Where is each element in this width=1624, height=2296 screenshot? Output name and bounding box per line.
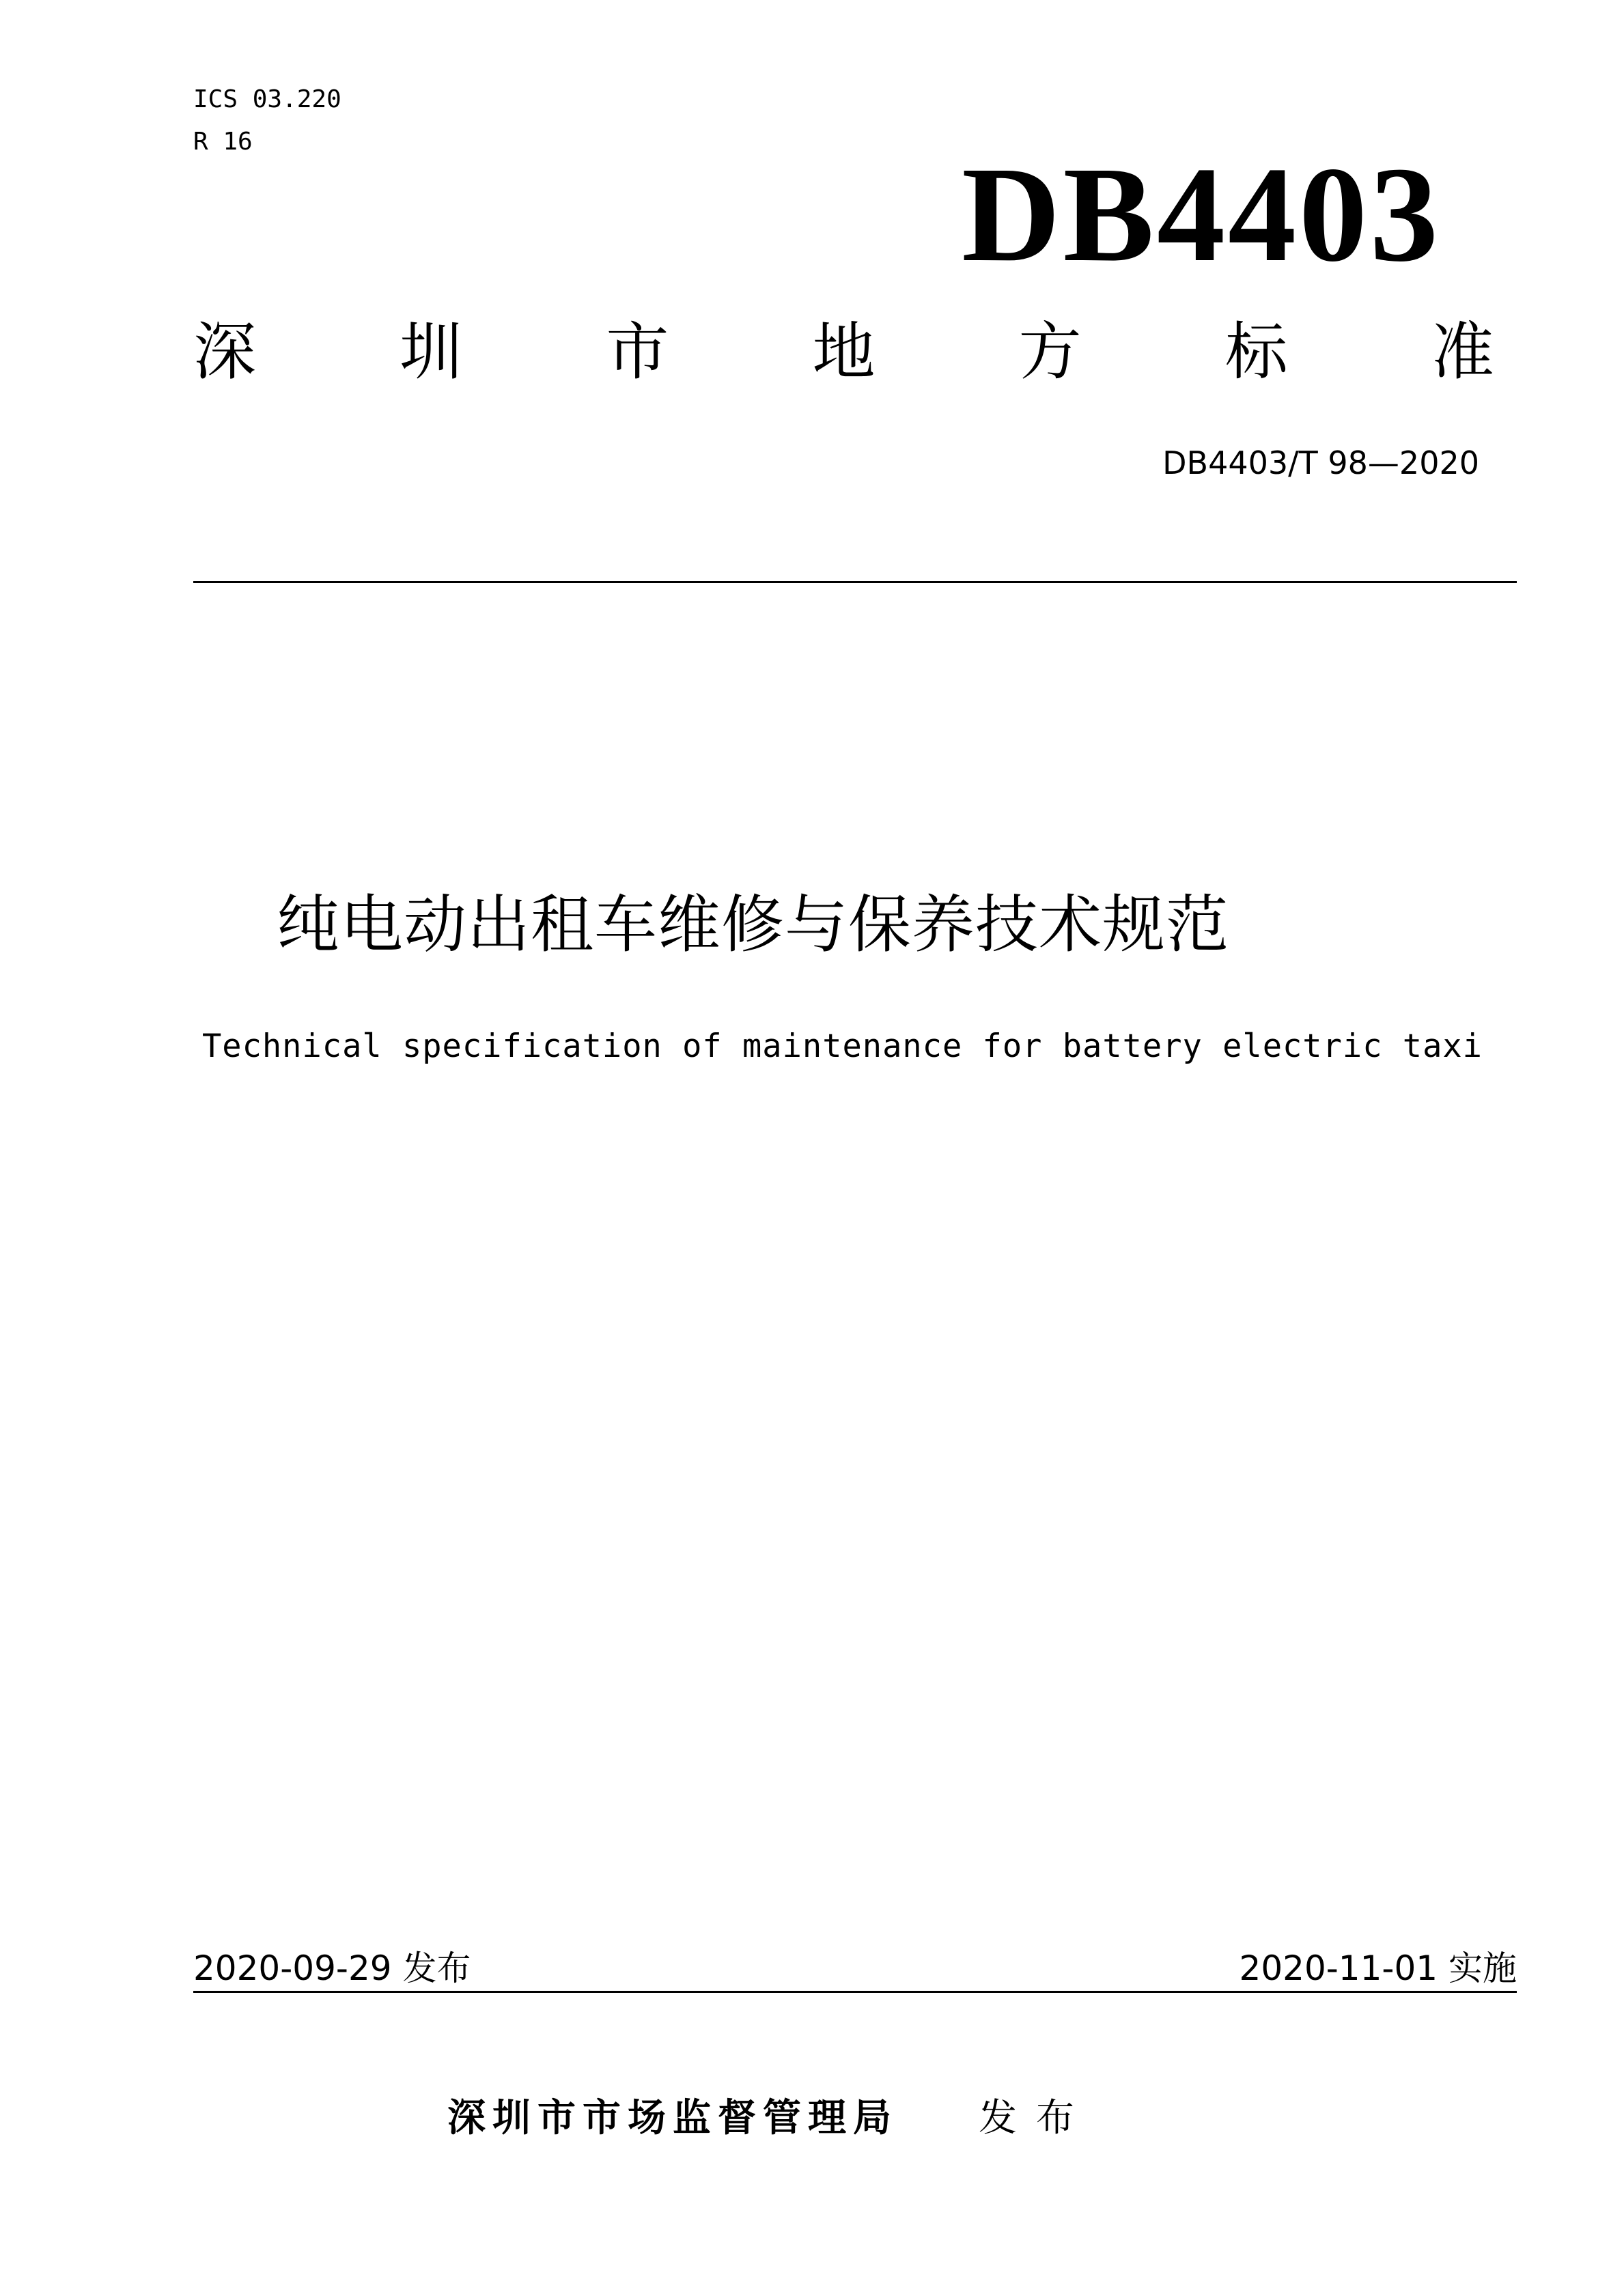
standard-number: DB4403/T 98—2020 xyxy=(1162,444,1479,481)
standard-logo: DB4403 xyxy=(962,139,1441,290)
ics-code: ICS 03.220 xyxy=(193,85,341,113)
standard-type-char: 准 xyxy=(1431,315,1494,388)
issuer-block xyxy=(447,2095,1093,2142)
top-divider xyxy=(193,581,1517,583)
publish-date: 2020-09-29 发布 xyxy=(193,1948,471,1988)
issuer-action: 发布 xyxy=(979,2096,1093,2140)
standard-type-char: 方 xyxy=(1018,315,1082,388)
document-title-en: Technical specification of maintenance for battery electric taxi xyxy=(202,1027,1483,1065)
standard-type-char: 市 xyxy=(606,315,669,388)
standard-type-char: 地 xyxy=(812,315,876,388)
implement-date: 2020-11-01 实施 xyxy=(1239,1948,1517,1988)
standard-type-char: 标 xyxy=(1224,315,1288,388)
bottom-divider xyxy=(193,1991,1517,1993)
issuer-name: 深圳市市场监督管理局 xyxy=(447,2096,898,2140)
standard-type xyxy=(193,315,1494,388)
ccs-code: R 16 xyxy=(193,128,253,156)
document-title-cn: 纯电动出租车维修与保养技术规范 xyxy=(277,888,1230,961)
standard-type-char: 圳 xyxy=(400,315,463,388)
standard-type-char: 深 xyxy=(193,315,257,388)
